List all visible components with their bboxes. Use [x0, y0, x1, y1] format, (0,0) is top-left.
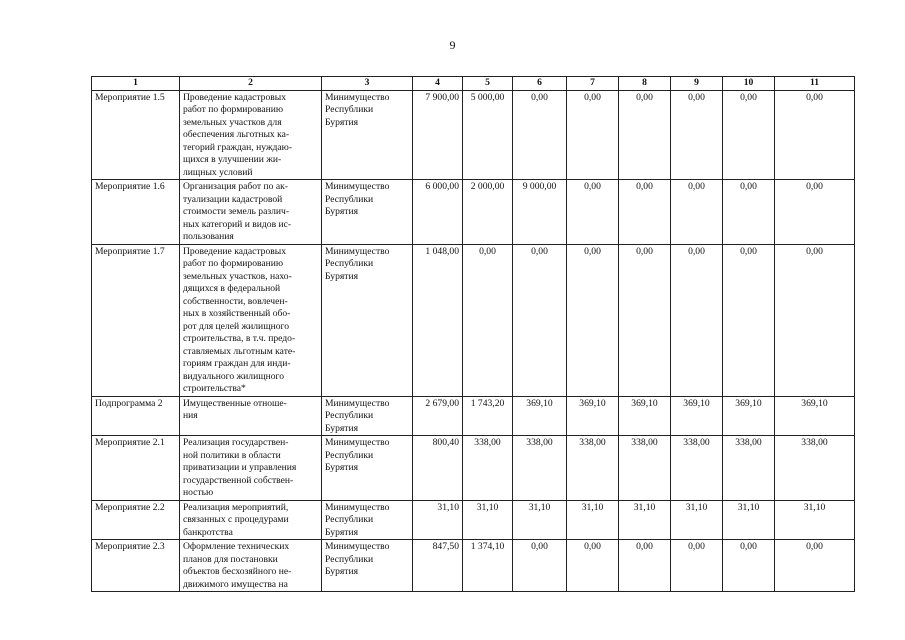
row-id-cell: Мероприятие 2.3	[92, 540, 180, 592]
value-cell: 0,00	[723, 180, 775, 245]
value-cell: 369,10	[567, 396, 619, 436]
value-cell: 800,40	[413, 436, 463, 501]
value-cell: 0,00	[723, 540, 775, 592]
value-cell: 6 000,00	[413, 180, 463, 245]
value-cell: 0,00	[775, 180, 855, 245]
value-cell: 338,00	[723, 436, 775, 501]
value-cell: 0,00	[723, 244, 775, 396]
value-cell: 0,00	[463, 244, 513, 396]
value-cell: 0,00	[619, 540, 671, 592]
value-cell: 0,00	[567, 244, 619, 396]
row-name-cell: Оформление технических планов для постановки объектов бесхозяйного не- движимого имущества на	[180, 540, 322, 592]
value-cell: 338,00	[513, 436, 567, 501]
value-cell: 0,00	[513, 244, 567, 396]
row-name-cell: Проведение кадастровых работ по формированию земельных участков для обеспечения льготных ка- тегорий граждан, нуждаю- щихся в улучшении жи- лищных условий	[180, 90, 322, 180]
value-cell: 0,00	[619, 90, 671, 180]
value-cell: 2 000,00	[463, 180, 513, 245]
value-cell: 0,00	[671, 180, 723, 245]
value-cell: 338,00	[775, 436, 855, 501]
value-cell: 0,00	[671, 244, 723, 396]
row-executor-cell: Минимущество Республики Бурятия	[322, 90, 413, 180]
value-cell: 369,10	[775, 396, 855, 436]
column-header: 8	[619, 77, 671, 91]
value-cell: 31,10	[567, 500, 619, 540]
value-cell: 0,00	[775, 540, 855, 592]
column-header: 1	[92, 77, 180, 91]
value-cell: 7 900,00	[413, 90, 463, 180]
table-row	[92, 90, 855, 180]
value-cell: 0,00	[567, 540, 619, 592]
value-cell: 0,00	[775, 90, 855, 180]
row-id-cell: Мероприятие 1.6	[92, 180, 180, 245]
column-header: 6	[513, 77, 567, 91]
table-row	[92, 436, 855, 501]
column-header: 7	[567, 77, 619, 91]
row-executor-cell: Минимущество Республики Бурятия	[322, 540, 413, 592]
row-executor-cell: Минимущество Республики Бурятия	[322, 500, 413, 540]
row-name-cell: Реализация государствен- ной политики в области приватизации и управления государственной собствен- ностью	[180, 436, 322, 501]
column-header: 4	[413, 77, 463, 91]
value-cell: 369,10	[671, 396, 723, 436]
row-id-cell: Мероприятие 1.7	[92, 244, 180, 396]
value-cell: 369,10	[513, 396, 567, 436]
budget-table	[91, 76, 855, 592]
value-cell: 1 048,00	[413, 244, 463, 396]
row-id-cell: Мероприятие 2.1	[92, 436, 180, 501]
value-cell: 0,00	[671, 90, 723, 180]
row-id-cell: Мероприятие 2.2	[92, 500, 180, 540]
value-cell: 31,10	[513, 500, 567, 540]
value-cell: 31,10	[463, 500, 513, 540]
value-cell: 31,10	[671, 500, 723, 540]
row-name-cell: Организация работ по ак- туализации кадастровой стоимости земель различ- ных категорий и видов ис- пользования	[180, 180, 322, 245]
table-row	[92, 540, 855, 592]
column-header: 9	[671, 77, 723, 91]
row-name-cell: Реализация мероприятий, связанных с процедурами банкротства	[180, 500, 322, 540]
value-cell: 0,00	[775, 244, 855, 396]
row-name-cell: Проведение кадастровых работ по формированию земельных участков, нахо- дящихся в федеральной собственности, вовлечен- ных в хозяйственный обо- рот для целей жилищного строительства, в т.ч. предо- ставляемых льготным кате- гориям граждан для инди- видуального жилищного строительства*	[180, 244, 322, 396]
row-id-cell: Подпрограмма 2	[92, 396, 180, 436]
row-executor-cell: Минимущество Республики Бурятия	[322, 180, 413, 245]
value-cell: 31,10	[775, 500, 855, 540]
value-cell: 0,00	[723, 90, 775, 180]
value-cell: 338,00	[619, 436, 671, 501]
table-row	[92, 180, 855, 245]
value-cell: 338,00	[463, 436, 513, 501]
value-cell: 338,00	[671, 436, 723, 501]
page-number: 9	[449, 38, 456, 52]
column-header: 5	[463, 77, 513, 91]
table-row	[92, 500, 855, 540]
value-cell: 5 000,00	[463, 90, 513, 180]
column-header: 11	[775, 77, 855, 91]
value-cell: 369,10	[619, 396, 671, 436]
table-row	[92, 396, 855, 436]
value-cell: 1 374,10	[463, 540, 513, 592]
row-name-cell: Имущественные отноше- ния	[180, 396, 322, 436]
value-cell: 0,00	[513, 540, 567, 592]
row-executor-cell: Минимущество Республики Бурятия	[322, 396, 413, 436]
value-cell: 0,00	[567, 180, 619, 245]
value-cell: 9 000,00	[513, 180, 567, 245]
column-header: 2	[180, 77, 322, 91]
column-header: 3	[322, 77, 413, 91]
row-id-cell: Мероприятие 1.5	[92, 90, 180, 180]
value-cell: 338,00	[567, 436, 619, 501]
value-cell: 0,00	[619, 180, 671, 245]
value-cell: 369,10	[723, 396, 775, 436]
value-cell: 0,00	[513, 90, 567, 180]
value-cell: 2 679,00	[413, 396, 463, 436]
column-header: 10	[723, 77, 775, 91]
value-cell: 31,10	[619, 500, 671, 540]
row-executor-cell: Минимущество Республики Бурятия	[322, 436, 413, 501]
value-cell: 0,00	[619, 244, 671, 396]
value-cell: 1 743,20	[463, 396, 513, 436]
row-executor-cell: Минимущество Республики Бурятия	[322, 244, 413, 396]
table-row	[92, 244, 855, 396]
value-cell: 847,50	[413, 540, 463, 592]
value-cell: 31,10	[413, 500, 463, 540]
value-cell: 31,10	[723, 500, 775, 540]
value-cell: 0,00	[567, 90, 619, 180]
value-cell: 0,00	[671, 540, 723, 592]
table-header-row	[92, 77, 855, 91]
